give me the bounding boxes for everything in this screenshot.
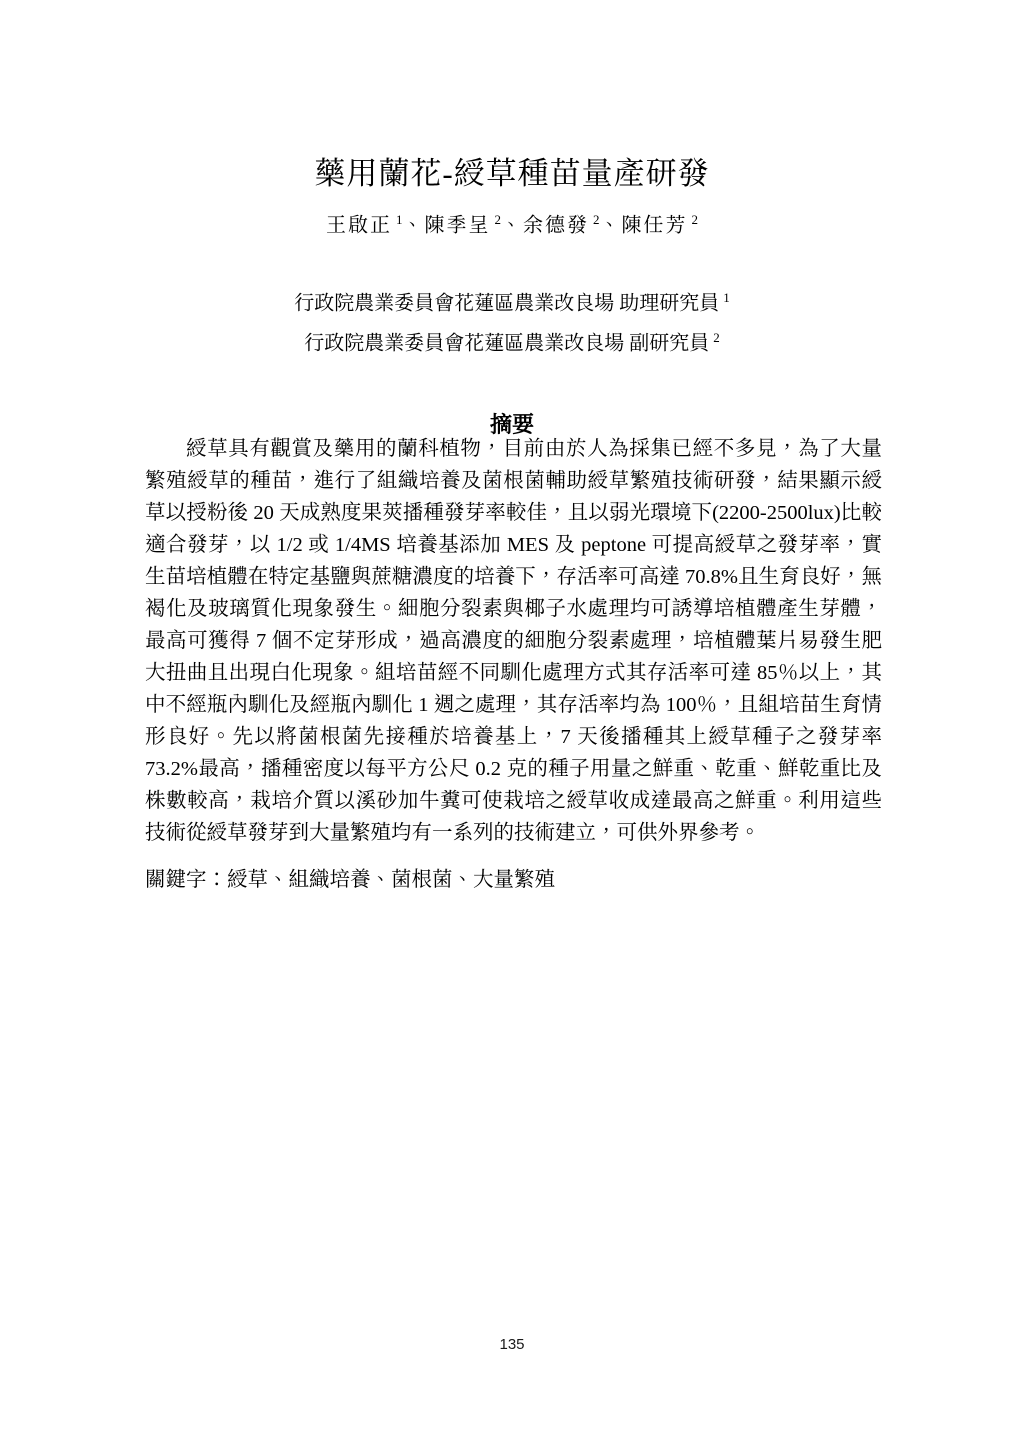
affiliation-line [0, 281, 1024, 321]
abstract-paragraph: 綬草具有觀賞及藥用的蘭科植物，目前由於人為採集已經不多見，為了大量繁殖綬草的種苗，進行了組織培養及菌根菌輔助綬草繁殖技術研發，結果顯示綬草以授粉後 20 天成熟度果莢播種發芽率較佳，且以弱光環境下(2200-2500lux)比較適合發芽，以 1/2 或 1/4MS 培養基添加 MES 及 peptone 可提高綬草之發芽率，實生苗培植體在特定基鹽與蔗糖濃度的培養下，存活率可高達 70.8%且生育良好，無褐化及玻璃質化現象發生。細胞分裂素與椰子水處理均可誘導培植體產生芽體，最高可獲得 7 個不定芽形成，過高濃度的細胞分裂素處理，培植體葉片易發生肥大扭曲且出現白化現象。組培苗經不同馴化處理方式其存活率可達 85％以上，其中不經瓶內馴化及經瓶內馴化 1 週之處理，其存活率均為 100％，且組培苗生育情形良好。先以將菌根菌先接種於培養基上，7 天後播種其上綬草種子之發芽率 73.2%最高，播種密度以每平方公尺 0.2 克的種子用量之鮮重、乾重、鮮乾重比及株數較高，栽培介質以溪砂加牛糞可使栽培之綬草收成達最高之鮮重。利用這些技術從綬草發芽到大量繁殖均有一系列的技術建立，可供外界參考。 [145, 438, 882, 844]
author-name: 余德發 [523, 214, 589, 237]
author-name: 陳任芳 [621, 214, 688, 237]
abstract-heading: 摘要 [489, 412, 534, 438]
author-superscript: 2 [691, 212, 698, 227]
keywords-value: 綬草、組織培養、菌根菌、大量繁殖 [227, 869, 555, 891]
author-superscript: 2 [494, 212, 501, 227]
author-separator: 、 [599, 214, 622, 237]
affiliation-line [0, 321, 1024, 361]
author-separator: 、 [402, 214, 425, 237]
page-title: 藥用蘭花-綬草種苗量產研發 [314, 155, 710, 191]
keywords-label: 關鍵字： [145, 869, 227, 891]
affiliation-text: 行政院農業委員會花蓮區農業改良場 助理研究員 [294, 292, 720, 315]
author-name: 王啟正 [326, 214, 392, 237]
affiliation-block [0, 281, 1024, 360]
author-superscript: 2 [593, 212, 600, 227]
author-separator: 、 [501, 214, 523, 237]
author-line [0, 210, 1024, 241]
page-number: 135 [499, 1336, 525, 1353]
abstract-body [145, 433, 882, 849]
author-name: 陳季呈 [424, 214, 491, 237]
affiliation-text: 行政院農業委員會花蓮區農業改良場 副研究員 [304, 332, 710, 355]
keywords-line [145, 864, 882, 896]
author-superscript: 1 [396, 212, 403, 227]
affiliation-superscript: 1 [723, 290, 730, 305]
affiliation-superscript: 2 [713, 329, 720, 345]
